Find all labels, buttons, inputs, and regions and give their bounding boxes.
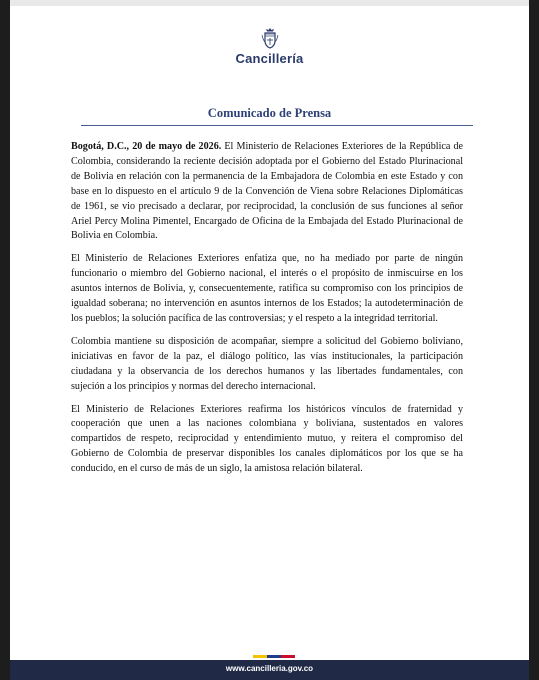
flag-blue [267,655,281,658]
paragraph-text: El Ministerio de Relaciones Exteriores de la República de Colombia, considerando la reciente decisión adoptada por el Gobierno del Estado Plurinacional de Bolivia en relación con la permanencia de la Embajadora de Colombia en este Estado y con base en lo dispuesto en el artículo 9 de la Convención de Viena sobre Relaciones Diplomáticas de 1961, se vio precisado a declarar, por reciprocidad, la conclusión de sus funciones al señor Ariel Percy Molina Pimentel, Encargado de Oficina de la Embajada del Estado Plurinacional de Bolivia en Colombia. [71,141,463,242]
paragraph-3: Colombia mantiene su disposición de acompañar, siempre a solicitud del Gobierno boliviano, iniciativas en favor de la paz, el diálogo político, las vías institucionales, la participación ciudadana y la observancia de los derechos humanos y las libertades fundamentales, con sujeción a los principios y normas del derecho internacional. [71,335,463,392]
top-strip [10,0,529,6]
flag-red [281,655,295,658]
dateline: Bogotá, D.C., 20 de mayo de 2026. [71,141,222,152]
page-title: Comunicado de Prensa [207,106,332,120]
website-link[interactable]: www.cancilleria.gov.co [225,664,314,673]
cancilleria-logo [10,26,529,66]
paragraph-1 [71,140,463,244]
logo-text: Cancillería [235,51,304,66]
flag-yellow [253,655,267,658]
title-divider [81,125,473,126]
coat-of-arms-icon [260,26,280,50]
paragraph-2: El Ministerio de Relaciones Exteriores enfatiza que, no ha mediado por parte de ningún funcionario o miembro del Gobierno nacional, el interés o el propósito de inmiscuirse en los asuntos internos de Bolivia, y, consecuentemente, ratifica su compromiso con los principios de igualdad soberana; no intervención en asuntos internos de los Estados; la autodeterminación de los pueblos; la solución pacífica de las controversias; y el respeto a la integridad territorial. [71,253,463,324]
document-page [10,0,529,680]
paragraph-4: El Ministerio de Relaciones Exteriores reafirma los históricos vínculos de fraternidad y cooperación que unen a las naciones colombiana y boliviana, sustentados en valores compartidos de respeto, reciprocidad y entendimiento mutuo, y reitera el compromiso del Gobierno de Colombia de preservar disponibles los canales diplomáticos por los que se ha conducido, en el curso de más de un siglo, la amistosa relación bilateral. [71,403,463,475]
press-release-body [71,140,463,485]
colombia-flag-stripe [253,655,295,658]
